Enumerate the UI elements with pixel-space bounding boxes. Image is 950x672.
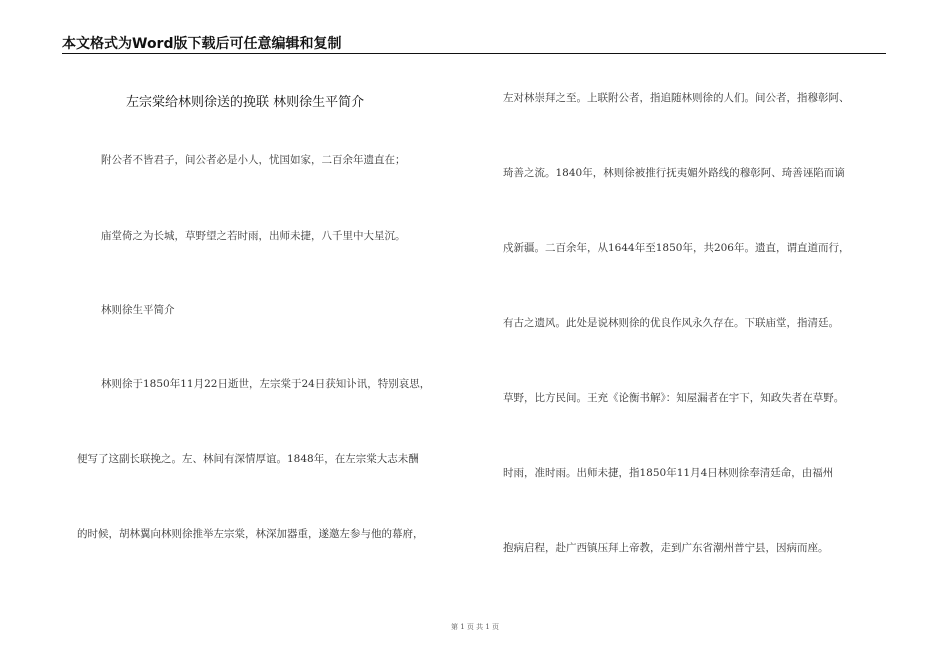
left-column-line-5: 便写了这副长联挽之。左、林间有深情厚谊。1848年，在左宗棠大志未酬 [77, 453, 419, 465]
right-column-line-6: 时雨，准时雨。出师未捷，指1850年11月4日林则徐奉清廷命，由福州 [503, 467, 834, 479]
left-column-line-6: 的时候，胡林翼向林则徐推举左宗棠，林深加器重，遂邀左参与他的幕府， [77, 528, 424, 540]
left-column-line-2: 庙堂倚之为长城，草野望之若时雨，出师未捷，八千里中大星沉。 [101, 230, 406, 242]
page-header [62, 34, 886, 54]
left-column-line-4: 林则徐于1850年11月22日逝世，左宗棠于24日获知讣讯，特别哀思， [101, 378, 431, 390]
right-column-line-3: 戍新疆。二百余年，从1644年至1850年，共206年。遗直，谓直道而行， [503, 242, 850, 254]
left-column-line-1: 附公者不皆君子，间公者必是小人，忧国如家，二百余年遗直在； [101, 154, 406, 166]
header-rule [62, 53, 886, 54]
right-column-line-7: 抱病启程，赴广西镇压拜上帝教，走到广东省潮州普宁县，因病而座。 [503, 542, 829, 554]
document-title: 左宗棠给林则徐送的挽联 林则徐生平简介 [126, 95, 365, 110]
right-column-line-5: 草野，比方民间。王充《论衡书解》：知屋漏者在宇下，知政失者在草野。 [503, 392, 845, 404]
page-footer: 第 1 页 共 1 页 [450, 623, 500, 631]
header-text: 本文格式为Word版下载后可任意编辑和复制 [62, 36, 342, 52]
left-column-line-3: 林则徐生平简介 [101, 304, 175, 316]
right-column-line-2: 琦善之流。1840年，林则徐被推行抚夷媚外路线的穆彰阿、琦善诬陷而谪 [503, 167, 845, 179]
right-column-line-4: 有古之遗风。此处是说林则徐的优良作风永久存在。下联庙堂，指清廷。 [503, 317, 839, 329]
right-column-line-1: 左对林崇拜之至。上联附公者，指追随林则徐的人们。间公者，指穆彰阿、 [503, 92, 850, 104]
